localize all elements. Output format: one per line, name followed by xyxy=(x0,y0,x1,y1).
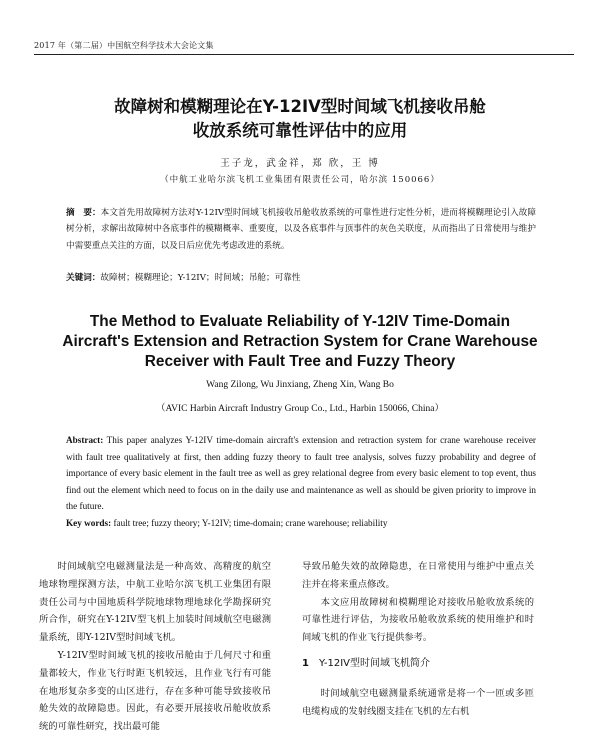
body-column-left xyxy=(39,558,271,736)
en-title-line-2: Aircraft's Extension and Retraction System for Crane Warehouse xyxy=(62,333,538,350)
en-abstract-label: Abstract: xyxy=(66,435,104,445)
section-number: 1 xyxy=(302,657,309,669)
en-title-line-3: Receiver with Fault Tree and Fuzzy Theory xyxy=(144,353,456,370)
running-header: 2017 年（第二届）中国航空科学技术大会论文集 xyxy=(34,40,574,55)
body-paragraph: 导致吊舱失效的故障隐患，在日常使用与维护中重点关注并在将来重点修改。 xyxy=(302,561,534,590)
body-paragraph: 时间域航空电磁测量系统通常是将一个一匝或多匝电缆构成的发射线圈支挂在飞机的左右机 xyxy=(302,687,534,717)
cn-authors: 王子龙，武金祥，郑 欣，王 博 xyxy=(220,158,380,169)
cn-keywords-label: 关键词： xyxy=(66,273,101,283)
en-abstract xyxy=(66,432,536,515)
en-affiliation: （AVIC Harbin Aircraft Industry Group Co., Ltd., Harbin 150066, China） xyxy=(156,404,444,414)
body-paragraph: 本文应用故障树和模糊理论对接收吊舱收放系统的可靠性进行评估，为接收吊舱收放系统的使用维护和时间域飞机的作业飞行提供参考。 xyxy=(302,596,534,644)
cn-title-line-1: 故障树和模糊理论在Y-12IV型时间域飞机接收吊舱 xyxy=(114,97,486,116)
body-column-right xyxy=(302,558,534,720)
cn-affiliation: （中航工业哈尔滨飞机工业集团有限责任公司，哈尔滨 150066） xyxy=(160,175,440,185)
en-authors: Wang Zilong, Wu Jinxiang, Zheng Xin, Wang Bo xyxy=(206,380,394,390)
body-paragraph: 时间域航空电磁测量法是一种高效、高精度的航空地球物理探测方法，中航工业哈尔滨飞机工业集团有限责任公司与中国地质科学院地球物理地球化学勘探研究所合作，研究在Y-12IV型飞机上加装时间域航空电磁测量系统，即Y-12IV型时间域飞机。 xyxy=(39,561,271,644)
body-paragraph: Y-12IV型时间域飞机的接收吊舱由于几何尺寸和重量都较大，作业飞行时距飞机较远，且作业飞行有可能在地形复杂多变的山区进行，存在多种可能导致接收吊舱失效的故障隐患。因此，有必要开展接收吊舱收放系统的可靠性研究，找出最可能 xyxy=(39,649,271,733)
cn-keywords-text: 故障树；模糊理论；Y-12IV；时间域；吊舱；可靠性 xyxy=(100,273,301,283)
cn-title-line-2: 收放系统可靠性评估中的应用 xyxy=(192,121,408,140)
en-keywords xyxy=(66,515,536,531)
cn-keywords xyxy=(66,270,536,286)
section-heading xyxy=(302,655,534,673)
en-keywords-text: fault tree; fuzzy theory; Y-12IV; time-domain; crane warehouse; reliability xyxy=(113,518,388,528)
cn-abstract xyxy=(66,205,536,254)
section-title: Y-12IV型时间域飞机简介 xyxy=(318,657,431,669)
cn-abstract-label: 摘 要： xyxy=(66,208,101,218)
en-title-line-1: The Method to Evaluate Reliability of Y-12IV Time-Domain xyxy=(89,313,511,330)
en-keywords-label: Key words: xyxy=(66,518,112,528)
en-abstract-text: This paper analyzes Y-12IV time-domain aircraft's extension and retraction system for crane warehouse receiver with fault tree qualitatively at first, then adding fuzzy theory to fault tree analysis, solves fuzzy probability and degree of importance of every basic element in the fault tree as well as grey relational degree from every basic element to top event, thus find out the element which need to focus on in the daily use and maintenance as well as should be given priority to improve in the future. xyxy=(66,435,536,512)
cn-abstract-text: 本文首先用故障树方法对Y-12IV型时间域飞机接收吊舱收放系统的可靠性进行定性分析，进而将模糊理论引入故障树分析，求解出故障树中各底事件的模糊概率、重要度，以及各底事件与顶事件的灰色关联度，从而指出了日常使用与维护中需要重点关注的方面，以及日后应优先考虑改进的系统。 xyxy=(66,208,536,251)
